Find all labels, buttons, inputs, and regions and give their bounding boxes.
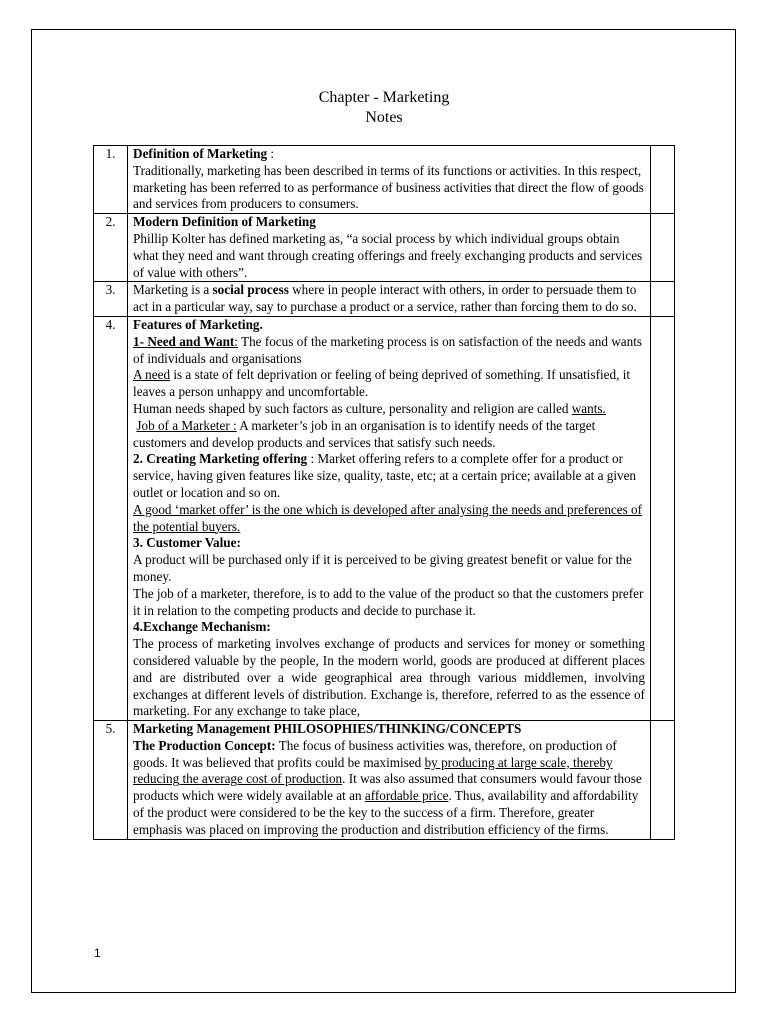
- subheading-customer-value: 3. Customer Value:: [133, 535, 241, 551]
- row-number: 2.: [94, 214, 128, 282]
- page-subtitle: Notes: [365, 109, 403, 126]
- underlined-phrase: by producing at large scale, thereby reducing the average cost of production: [133, 754, 613, 787]
- row-number: 4.: [94, 316, 128, 720]
- row-text: A marketer’s job in an organisation is to identify needs of the target customers and develop products and services that satisfy such needs.: [133, 417, 596, 450]
- table-row: [94, 316, 675, 720]
- subheading-production-concept: The Production Concept:: [133, 737, 276, 753]
- row-text: is a state of felt deprivation or feeling of being deprived of something. If unsatisfied, it leaves a person unhappy and uncomfortable.: [133, 367, 631, 400]
- row-content: [128, 214, 651, 282]
- page-title: Chapter - Marketing: [318, 89, 450, 106]
- underlined-term: Job of a Marketer :: [136, 417, 237, 433]
- row-text: Human needs shaped by such factors as culture, personality and religion are called: [133, 400, 572, 416]
- row-text: Traditionally, marketing has been described in terms of its functions or activities. In this respect, marketing has been referred to as performance of business activities that direct the flow of goods and services from producers to consumers.: [133, 162, 644, 212]
- row-content: [128, 316, 651, 720]
- row-text: The job of a marketer, therefore, is to add to the value of the product so that the customers prefer it in relation to the competing products and decide to purchase it.: [133, 585, 644, 618]
- subheading-colon: :: [234, 333, 238, 349]
- subheading-need-want: 1- Need and Want: [133, 333, 235, 349]
- row-text: The focus of the marketing process is on satisfaction of the needs and wants of individuals and organisations: [133, 333, 643, 366]
- underlined-term: wants.: [571, 400, 606, 416]
- row-number: 5.: [94, 721, 128, 840]
- row-text: . It was also assumed that consumers would favour those products which were widely available at an: [133, 771, 642, 804]
- heading-suffix: :: [267, 146, 275, 161]
- row-heading: Features of Marketing.: [133, 316, 263, 332]
- underlined-phrase: affordable price: [364, 788, 449, 804]
- page-number: 1: [94, 946, 101, 960]
- empty-cell: [650, 282, 674, 317]
- row-text: Phillip Kolter has defined marketing as, “a social process by which individual groups obtain what they need and want through creating offerings and freely exchanging products and services of value with others”.: [133, 230, 643, 280]
- row-text-bold: social process: [212, 282, 289, 298]
- row-heading: Definition of Marketing: [133, 146, 268, 161]
- empty-cell: [650, 214, 674, 282]
- empty-cell: [650, 316, 674, 720]
- underlined-sentence: A good ‘market offer’ is the one which is developed after analysing the needs and preferences of the potential buyers.: [133, 501, 643, 534]
- row-heading: Marketing Management PHILOSOPHIES/THINKING/CONCEPTS: [133, 721, 522, 737]
- row-text: where in people interact with others, in order to persuade them to act in a particular way, say to purchase a product or a service, rather than forcing them to do so.: [133, 282, 637, 315]
- row-heading: Modern Definition of Marketing: [133, 214, 316, 230]
- notes-table: [93, 145, 675, 840]
- row-text: The focus of business activities was, therefore, on production of goods. It was believed that profits could be maximised: [133, 737, 617, 770]
- table-row: [94, 214, 675, 282]
- underlined-term: A need: [133, 367, 171, 383]
- table-row: [94, 282, 675, 317]
- subheading-offering: 2. Creating Marketing offering: [133, 451, 308, 467]
- empty-cell: [650, 721, 674, 840]
- row-number: 1.: [94, 146, 128, 214]
- row-text: : Market offering refers to a complete offer for a product or service, having given features like size, quality, taste, etc; at a certain price; available at a given outlet or location and so on.: [133, 451, 637, 500]
- row-text: . Thus, availability and affordability of the product were considered to be the key to the success of a firm. Therefore, greater emphasis was placed on improving the production and distribution efficiency of the firms.: [133, 788, 639, 837]
- row-text: A product will be purchased only if it is perceived to be giving greatest benefit or value for the money.: [133, 552, 632, 584]
- subheading-exchange: 4.Exchange Mechanism:: [133, 619, 271, 635]
- row-content: [128, 721, 651, 840]
- row-content: [128, 146, 651, 214]
- empty-cell: [650, 146, 674, 214]
- row-content: [128, 282, 651, 317]
- row-number: 3.: [94, 282, 128, 317]
- row-text: Marketing is a: [133, 282, 213, 298]
- table-row: [94, 146, 675, 214]
- table-row: [94, 721, 675, 840]
- row-text: The process of marketing involves exchange of products and services for money or something considered valuable by the people, In the modern world, goods are produced at different places and are distributed over a wide geographical area through various middlemen, involving exchanges at different levels of distribution. Exchange is, therefore, referred to as the essence of marketing. For any exchange to take place,: [133, 636, 645, 719]
